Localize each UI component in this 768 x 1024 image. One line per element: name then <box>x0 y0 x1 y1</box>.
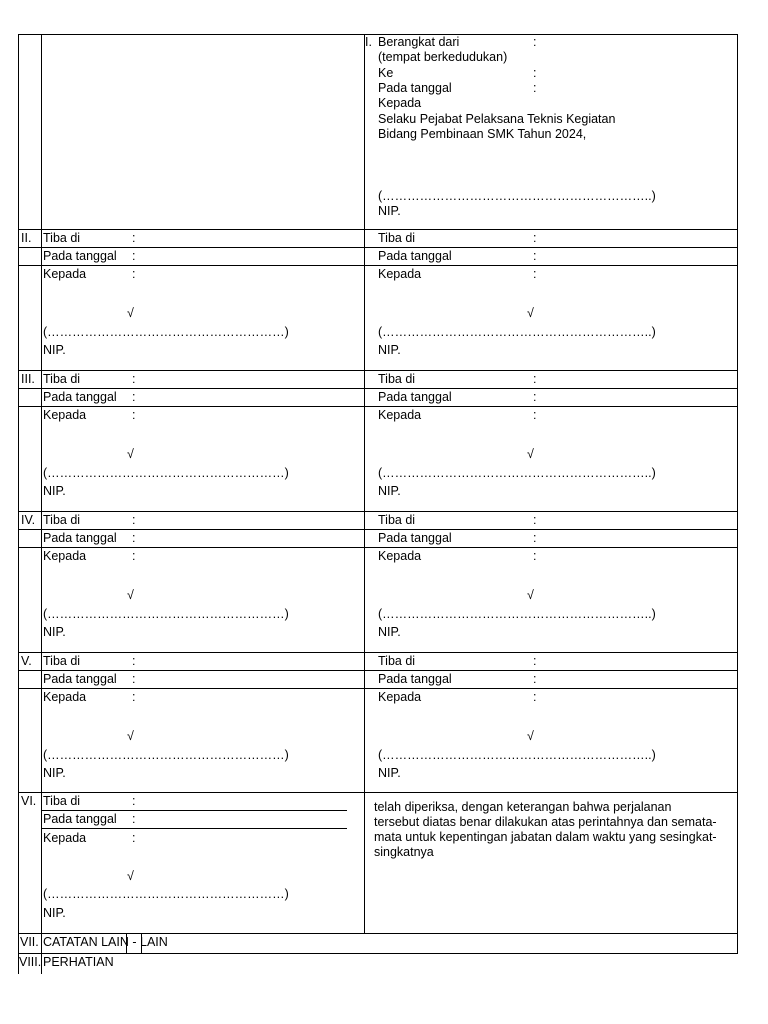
colon: : <box>533 390 537 404</box>
kepada-label: Kepada <box>378 549 422 563</box>
tiba-di-label: Tiba di <box>378 372 416 386</box>
signature-line: (…………………………………………………) <box>43 887 289 901</box>
kepada-label: Kepada <box>43 831 87 845</box>
check-mark: √ <box>127 729 134 743</box>
colon: : <box>132 408 136 422</box>
pada-tanggal-label: Pada tanggal <box>43 531 117 545</box>
colon: : <box>132 267 136 281</box>
verification-note-line-1: telah diperiksa, dengan keterangan bahwa perjalanan <box>374 800 672 814</box>
pada-tanggal-label: Pada tanggal <box>43 672 117 686</box>
colon: : <box>132 549 136 563</box>
signature-line: (…………………………………………………) <box>43 607 289 621</box>
nip-label: NIP. <box>378 204 401 218</box>
colon: : <box>132 531 136 545</box>
nip-label: NIP. <box>378 343 401 357</box>
section-number: I. <box>365 35 372 49</box>
signature-line: (………………………………………………………..) <box>378 189 656 203</box>
check-mark: √ <box>527 447 534 461</box>
colon: : <box>533 231 537 245</box>
tiba-di-label: Tiba di <box>43 794 81 808</box>
check-mark: √ <box>127 306 134 320</box>
pada-tanggal-label: Pada tanggal <box>43 390 117 404</box>
official-title-line-1: Selaku Pejabat Pelaksana Teknis Kegiatan <box>378 112 616 126</box>
section-number: V. <box>21 654 32 668</box>
pada-tanggal-label: Pada tanggal <box>378 531 452 545</box>
verification-note-line-3: mata untuk kepentingan jabatan dalam waktu yang sesingkat- <box>374 830 717 844</box>
colon: : <box>132 672 136 686</box>
colon: : <box>533 549 537 563</box>
verification-note-line-4: singkatnya <box>374 845 434 859</box>
pada-tanggal-label: Pada tanggal <box>378 672 452 686</box>
section-number: VI. <box>21 794 37 808</box>
nip-label: NIP. <box>43 343 66 357</box>
tiba-di-label: Tiba di <box>43 372 81 386</box>
kepada-label: Kepada <box>378 96 422 110</box>
nip-label: NIP. <box>43 484 66 498</box>
colon: : <box>533 690 537 704</box>
colon: : <box>132 390 136 404</box>
nip-label: NIP. <box>378 484 401 498</box>
check-mark: √ <box>127 447 134 461</box>
colon: : <box>533 267 537 281</box>
colon: : <box>132 249 136 263</box>
check-mark: √ <box>527 306 534 320</box>
colon: : <box>533 408 537 422</box>
kepada-label: Kepada <box>378 690 422 704</box>
colon: : <box>533 66 537 80</box>
colon: : <box>533 35 537 49</box>
signature-line: (…………………………………………………) <box>43 325 289 339</box>
section-number: IV. <box>21 513 36 527</box>
section-number: VIII. <box>19 955 42 969</box>
check-mark: √ <box>527 588 534 602</box>
nip-label: NIP. <box>43 625 66 639</box>
tiba-di-label: Tiba di <box>378 231 416 245</box>
nip-label: NIP. <box>43 906 66 920</box>
colon: : <box>132 231 136 245</box>
colon: : <box>533 372 537 386</box>
section-number: II. <box>21 231 32 245</box>
check-mark: √ <box>127 588 134 602</box>
colon: : <box>132 690 136 704</box>
signature-line: (…………………………………………………) <box>43 466 289 480</box>
pada-tanggal-label: Pada tanggal <box>378 81 452 95</box>
kepada-label: Kepada <box>43 690 87 704</box>
colon: : <box>533 672 537 686</box>
signature-line: (………………………………………………………..) <box>378 325 656 339</box>
verification-note-line-2: tersebut diatas benar dilakukan atas perintahnya dan semata- <box>374 815 717 829</box>
tiba-di-label: Tiba di <box>43 513 81 527</box>
colon: : <box>132 812 136 826</box>
official-title-line-2: Bidang Pembinaan SMK Tahun 2024, <box>378 127 587 141</box>
colon: : <box>132 513 136 527</box>
catatan-label: CATATAN LAIN - LAIN <box>43 935 168 949</box>
pada-tanggal-label: Pada tanggal <box>378 249 452 263</box>
kepada-label: Kepada <box>43 549 87 563</box>
signature-line: (………………………………………………………..) <box>378 748 656 762</box>
colon: : <box>132 794 136 808</box>
check-mark: √ <box>127 869 134 883</box>
colon: : <box>533 654 537 668</box>
tempat-label: (tempat berkedudukan) <box>378 50 508 64</box>
tiba-di-label: Tiba di <box>43 231 81 245</box>
colon: : <box>533 81 537 95</box>
ke-label: Ke <box>378 66 394 80</box>
kepada-label: Kepada <box>378 267 422 281</box>
section-number: VII. <box>20 935 39 949</box>
colon: : <box>132 654 136 668</box>
pada-tanggal-label: Pada tanggal <box>43 249 117 263</box>
perhatian-label: PERHATIAN <box>43 955 114 969</box>
colon: : <box>132 831 136 845</box>
colon: : <box>533 513 537 527</box>
kepada-label: Kepada <box>378 408 422 422</box>
kepada-label: Kepada <box>43 408 87 422</box>
tiba-di-label: Tiba di <box>378 513 416 527</box>
nip-label: NIP. <box>378 766 401 780</box>
pada-tanggal-label: Pada tanggal <box>378 390 452 404</box>
tiba-di-label: Tiba di <box>43 654 81 668</box>
check-mark: √ <box>527 729 534 743</box>
colon: : <box>533 531 537 545</box>
section-number: III. <box>21 372 35 386</box>
signature-line: (………………………………………………………..) <box>378 607 656 621</box>
tiba-di-label: Tiba di <box>378 654 416 668</box>
nip-label: NIP. <box>378 625 401 639</box>
signature-line: (………………………………………………………..) <box>378 466 656 480</box>
berangkat-dari-label: Berangkat dari <box>378 35 460 49</box>
colon: : <box>132 372 136 386</box>
pada-tanggal-label: Pada tanggal <box>43 812 117 826</box>
kepada-label: Kepada <box>43 267 87 281</box>
nip-label: NIP. <box>43 766 66 780</box>
signature-line: (…………………………………………………) <box>43 748 289 762</box>
colon: : <box>533 249 537 263</box>
